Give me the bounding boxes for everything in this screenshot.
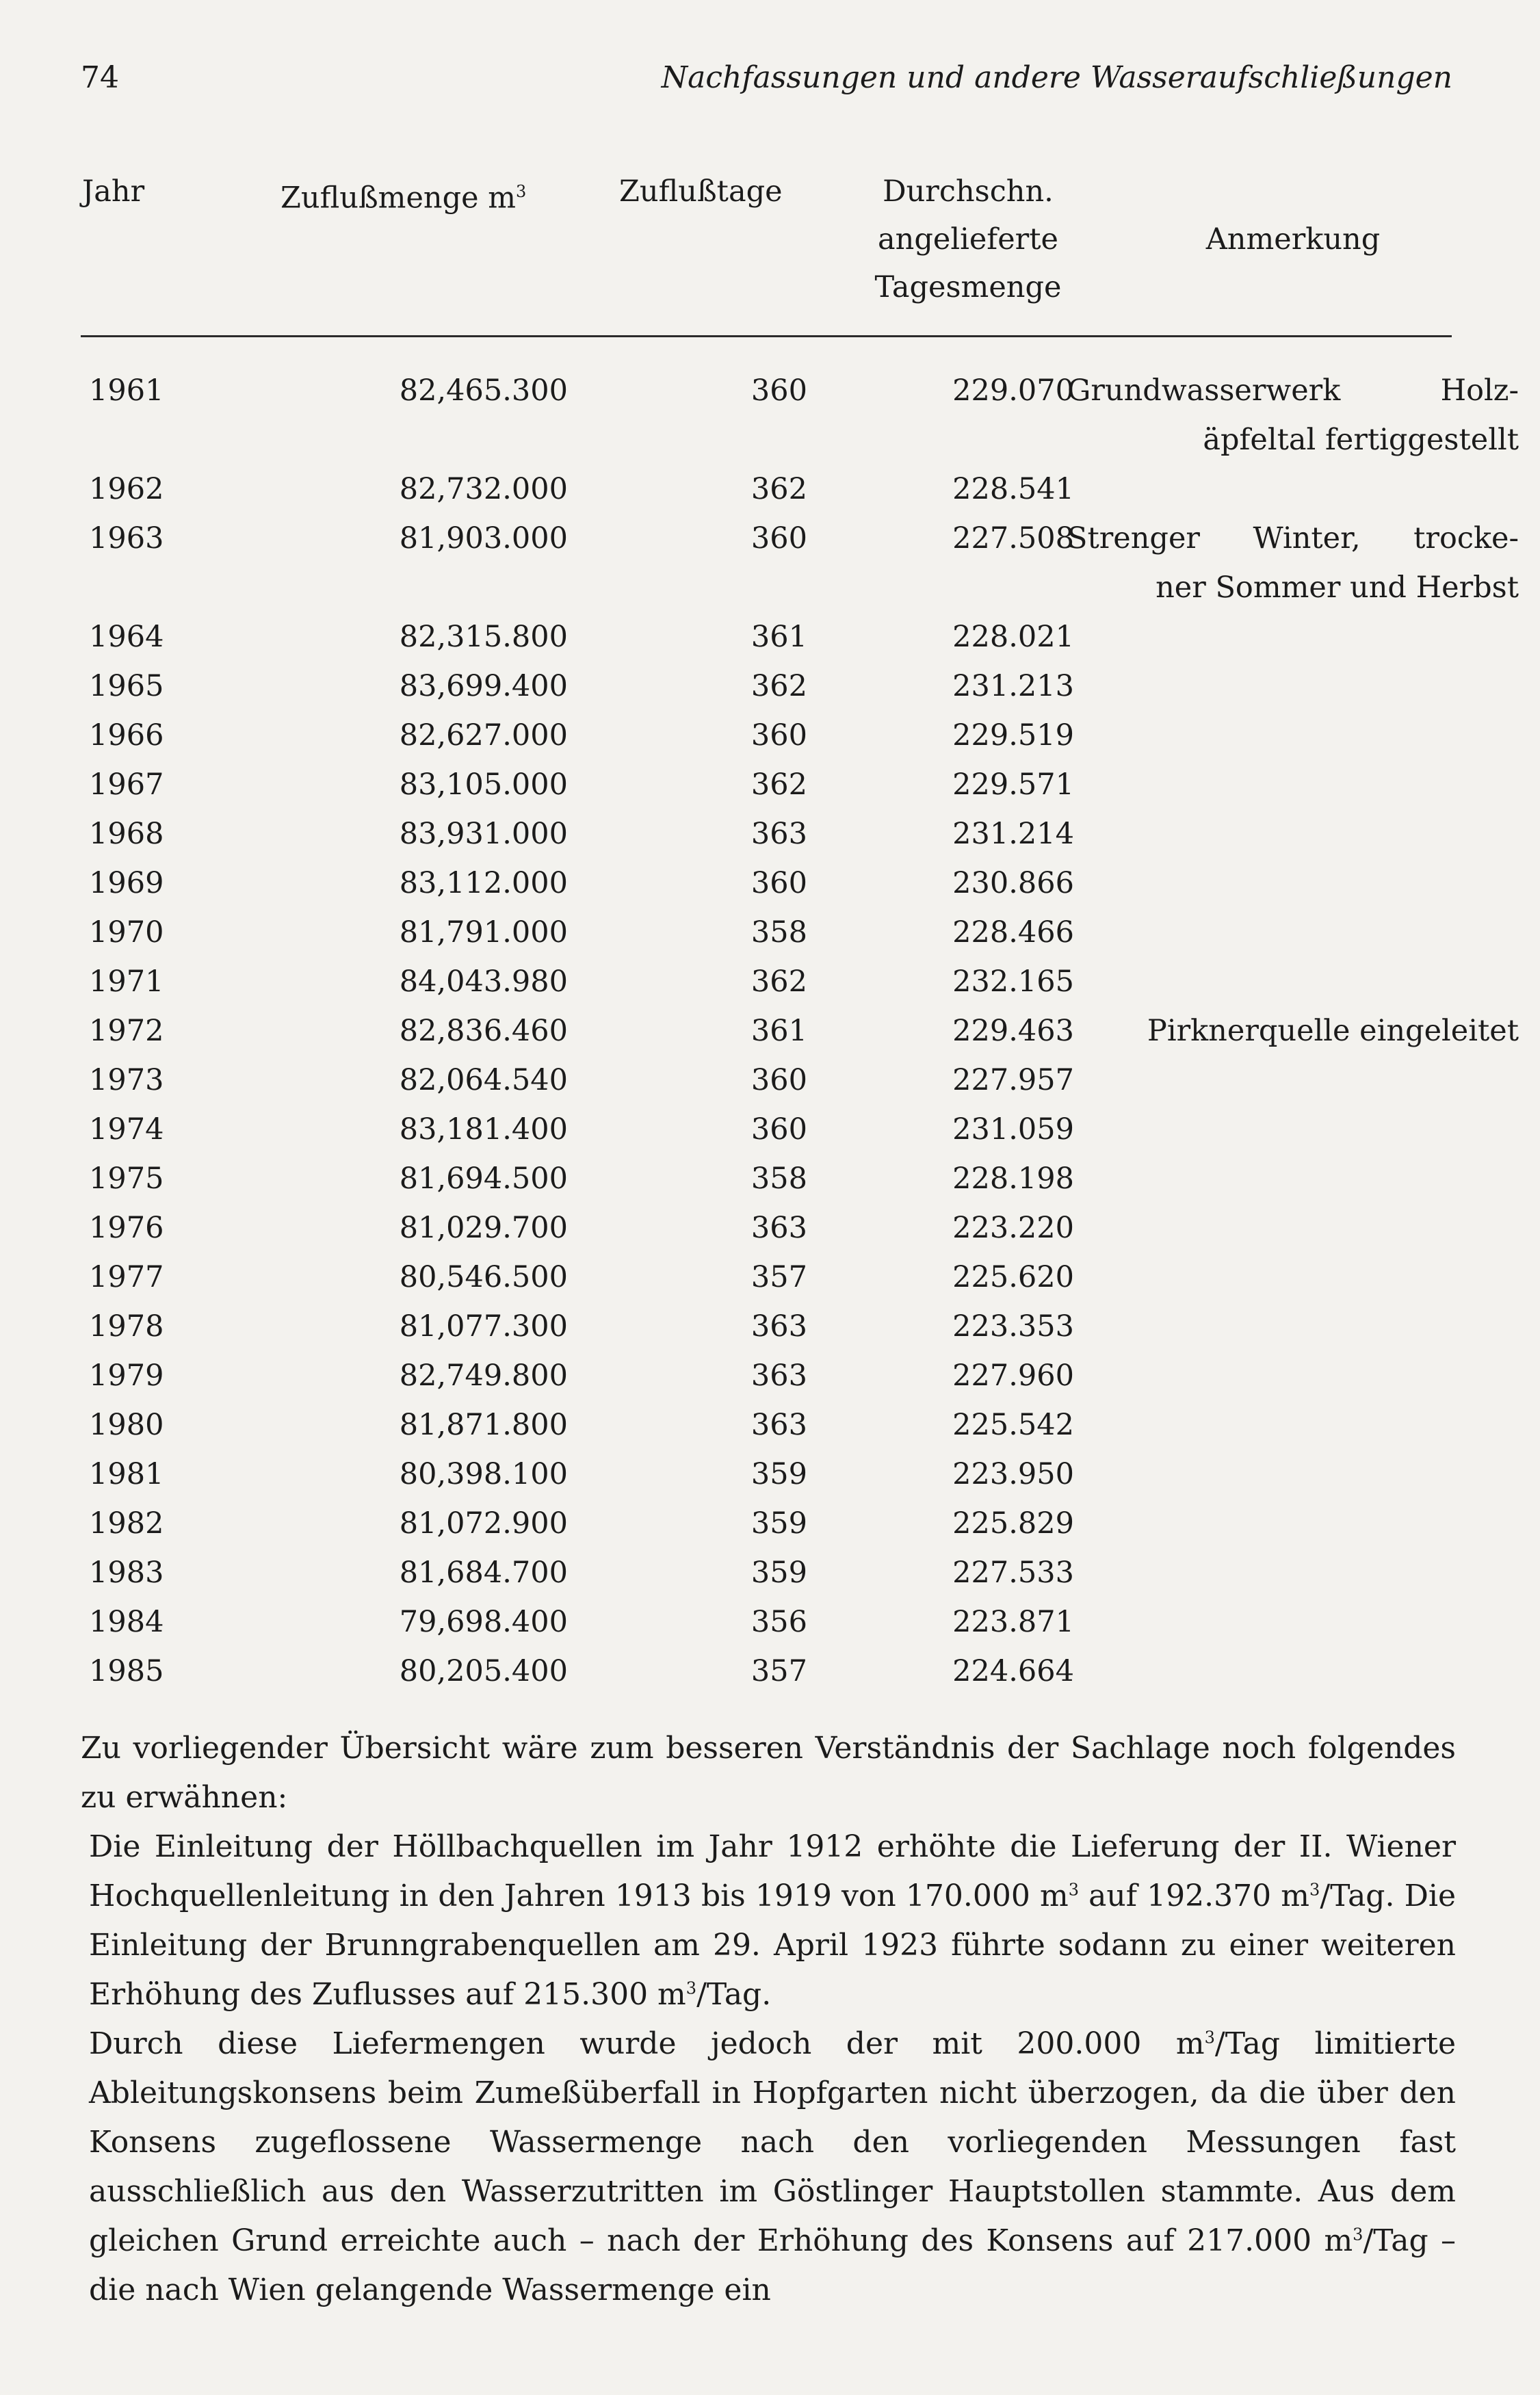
page-number: 74 — [81, 60, 119, 95]
cell-inflow: 80,398.100 — [399, 1457, 568, 1491]
cell-days: 360 — [751, 521, 807, 555]
cell-days: 360 — [751, 1112, 807, 1147]
table-row — [82, 1351, 1450, 1400]
column-header-inflow: Zuflußmenge $m^3$ — [280, 181, 527, 215]
table-row — [82, 1647, 1450, 1696]
cell-year: 1971 — [89, 965, 164, 999]
table-row — [82, 1597, 1450, 1647]
cell-inflow: 81,903.000 — [399, 521, 568, 555]
cell-year: 1982 — [89, 1506, 164, 1541]
cell-average: 232.165 — [952, 965, 1074, 999]
cell-inflow: 83,931.000 — [399, 817, 568, 851]
cell-inflow: 81,077.300 — [399, 1309, 568, 1344]
cell-inflow: 81,029.700 — [399, 1211, 568, 1245]
cell-days: 363 — [751, 1309, 807, 1344]
column-header-days: Zuflußtage — [619, 174, 783, 209]
cell-year: 1976 — [89, 1211, 164, 1245]
cell-days: 360 — [751, 374, 807, 408]
cell-average: 225.542 — [952, 1408, 1074, 1442]
table-row — [82, 1006, 1519, 1056]
cell-days: 357 — [751, 1654, 807, 1688]
page-header — [81, 56, 1452, 100]
cell-inflow: 82,465.300 — [399, 374, 568, 408]
cell-days: 359 — [751, 1556, 807, 1590]
table-row — [82, 1499, 1450, 1548]
cell-year: 1978 — [89, 1309, 164, 1344]
cell-year: 1969 — [89, 866, 164, 900]
cell-year: 1983 — [89, 1556, 164, 1590]
cell-average: 229.519 — [952, 718, 1074, 752]
table-rule — [81, 335, 1452, 337]
cell-inflow: 81,684.700 — [399, 1556, 568, 1590]
table-row — [82, 908, 1450, 957]
cell-average: 223.353 — [952, 1309, 1074, 1344]
cell-days: 362 — [751, 965, 807, 999]
cell-days: 360 — [751, 718, 807, 752]
table-row — [82, 1450, 1450, 1499]
cell-inflow: 81,871.800 — [399, 1408, 568, 1442]
table-row — [82, 809, 1450, 859]
table-row — [82, 1400, 1450, 1450]
column-header-average: Durchschn. angelieferte Tagesmenge — [874, 174, 1062, 304]
cell-average: 231.214 — [952, 817, 1074, 851]
cell-inflow: 84,043.980 — [399, 965, 568, 999]
cell-inflow: 81,791.000 — [399, 915, 568, 950]
cell-year: 1968 — [89, 817, 164, 851]
cell-remark: Strenger Winter, trocke- ner Sommer und Herbst — [1067, 521, 1519, 605]
cell-year: 1965 — [89, 669, 164, 703]
cell-inflow: 80,205.400 — [399, 1654, 568, 1688]
table-row — [82, 1302, 1450, 1351]
cell-inflow: 82,836.460 — [399, 1014, 568, 1048]
cell-year: 1966 — [89, 718, 164, 752]
cell-average: 224.664 — [952, 1654, 1074, 1688]
cell-days: 363 — [751, 1211, 807, 1245]
cell-days: 360 — [751, 1063, 807, 1097]
table-row — [82, 1548, 1450, 1597]
cell-days: 362 — [751, 768, 807, 802]
cell-days: 363 — [751, 817, 807, 851]
table-row — [82, 1203, 1450, 1253]
cell-days: 362 — [751, 472, 807, 506]
cell-average: 228.466 — [952, 915, 1074, 950]
table-row — [82, 1154, 1450, 1203]
cell-inflow: 83,105.000 — [399, 768, 568, 802]
cell-days: 358 — [751, 915, 807, 950]
table-row — [82, 662, 1450, 711]
cell-average: 231.059 — [952, 1112, 1074, 1147]
cell-days: 363 — [751, 1408, 807, 1442]
cell-inflow: 81,694.500 — [399, 1162, 568, 1196]
cell-year: 1974 — [89, 1112, 164, 1147]
table-row — [82, 464, 1450, 514]
column-header-year: Jahr — [82, 174, 145, 209]
cell-year: 1963 — [89, 521, 164, 555]
table-row — [82, 1253, 1450, 1302]
cell-inflow: 82,315.800 — [399, 620, 568, 654]
cell-year: 1985 — [89, 1654, 164, 1688]
cell-average: 228.541 — [952, 472, 1074, 506]
cell-remark: Grundwasserwerk Holz- äpfeltal fertiggestellt — [1067, 374, 1519, 457]
cell-average: 229.070 — [952, 374, 1074, 408]
table-body — [82, 366, 1519, 1696]
cell-year: 1962 — [89, 472, 164, 506]
cell-inflow: 83,112.000 — [399, 866, 568, 900]
cell-average: 227.533 — [952, 1556, 1074, 1590]
cell-year: 1984 — [89, 1605, 164, 1639]
table-row — [82, 612, 1450, 662]
cell-average: 228.021 — [952, 620, 1074, 654]
cell-year: 1961 — [89, 374, 164, 408]
cell-average: 231.213 — [952, 669, 1074, 703]
cell-inflow: 82,064.540 — [399, 1063, 568, 1097]
cell-year: 1977 — [89, 1260, 164, 1294]
cell-year: 1981 — [89, 1457, 164, 1491]
cell-days: 361 — [751, 1014, 807, 1048]
paragraph-liefermengen: Durch diese Liefermengen wurde jedoch der mit 200.000 $m^3$/Tag limitierte Ableitungskonsens beim Zumeßüberfall in Hopfgarten nicht überzogen, da die über den Konsens zugeflossene Wassermenge nach den vorliegenden Messungen fast ausschließlich aus den Wasserzutritten im Göstlinger Hauptstollen stammte. Aus dem gleichen Grund erreichte auch – nach der Erhöhung des Konsens auf 217.000 $m^3$/Tag – die nach Wien gelangende Wassermenge ein — [89, 2026, 1456, 2307]
cell-year: 1979 — [89, 1359, 164, 1393]
cell-days: 363 — [751, 1359, 807, 1393]
cell-inflow: 79,698.400 — [399, 1605, 568, 1639]
cell-average: 229.571 — [952, 768, 1074, 802]
cell-year: 1970 — [89, 915, 164, 950]
running-title: Nachfassungen und andere Wasseraufschließungen — [661, 60, 1452, 95]
table-row — [82, 1105, 1450, 1154]
cell-average: 223.220 — [952, 1211, 1074, 1245]
cell-days: 358 — [751, 1162, 807, 1196]
table-row — [82, 514, 1519, 612]
table-row — [82, 957, 1450, 1006]
cell-inflow: 81,072.900 — [399, 1506, 568, 1541]
cell-average: 225.620 — [952, 1260, 1074, 1294]
cell-year: 1964 — [89, 620, 164, 654]
cell-average: 225.829 — [952, 1506, 1074, 1541]
cell-year: 1967 — [89, 768, 164, 802]
cell-average: 227.960 — [952, 1359, 1074, 1393]
table-row — [82, 1056, 1450, 1105]
cell-remark: Pirknerquelle eingeleitet — [1147, 1014, 1519, 1048]
cell-average: 227.508 — [952, 521, 1074, 555]
cell-days: 362 — [751, 669, 807, 703]
cell-average: 229.463 — [952, 1014, 1074, 1048]
unit-exponent: 3 — [516, 182, 527, 201]
cell-days: 359 — [751, 1457, 807, 1491]
cell-inflow: 82,627.000 — [399, 718, 568, 752]
body-text — [81, 1724, 1456, 2315]
cell-days: 360 — [751, 866, 807, 900]
cell-days: 357 — [751, 1260, 807, 1294]
column-header-remark: Anmerkung — [1205, 222, 1381, 257]
cell-average: 223.871 — [952, 1605, 1074, 1639]
paragraph-intro: Zu vorliegender Übersicht wäre zum besseren Verständnis der Sachlage noch folgendes zu erwähnen: — [81, 1731, 1456, 1815]
cell-inflow: 80,546.500 — [399, 1260, 568, 1294]
cell-inflow: 82,749.800 — [399, 1359, 568, 1393]
cell-average: 228.198 — [952, 1162, 1074, 1196]
cell-inflow: 83,181.400 — [399, 1112, 568, 1147]
cell-days: 356 — [751, 1605, 807, 1639]
cell-year: 1980 — [89, 1408, 164, 1442]
cell-inflow: 83,699.400 — [399, 669, 568, 703]
cell-year: 1973 — [89, 1063, 164, 1097]
cell-inflow: 82,732.000 — [399, 472, 568, 506]
cell-year: 1972 — [89, 1014, 164, 1048]
cell-average: 227.957 — [952, 1063, 1074, 1097]
paragraph-hoellbach: Die Einleitung der Höllbachquellen im Jahr 1912 erhöhte die Lieferung der II. Wiener Hochquellenleitung in den Jahren 1913 bis 1919 von 170.000 $m^3$ auf 192.370 $m^3$/Tag. Die Einleitung der Brunngrabenquellen am 29. April 1923 führte sodann zu einer weiteren Erhöhung des Zuflusses auf 215.300 $m^3$/Tag. — [89, 1829, 1456, 2012]
table-row — [82, 760, 1450, 809]
cell-days: 359 — [751, 1506, 807, 1541]
table-row — [82, 711, 1450, 760]
cell-year: 1975 — [89, 1162, 164, 1196]
cell-days: 361 — [751, 620, 807, 654]
table-row — [82, 366, 1519, 464]
table-row — [82, 859, 1450, 908]
cell-average: 230.866 — [952, 866, 1074, 900]
cell-average: 223.950 — [952, 1457, 1074, 1491]
